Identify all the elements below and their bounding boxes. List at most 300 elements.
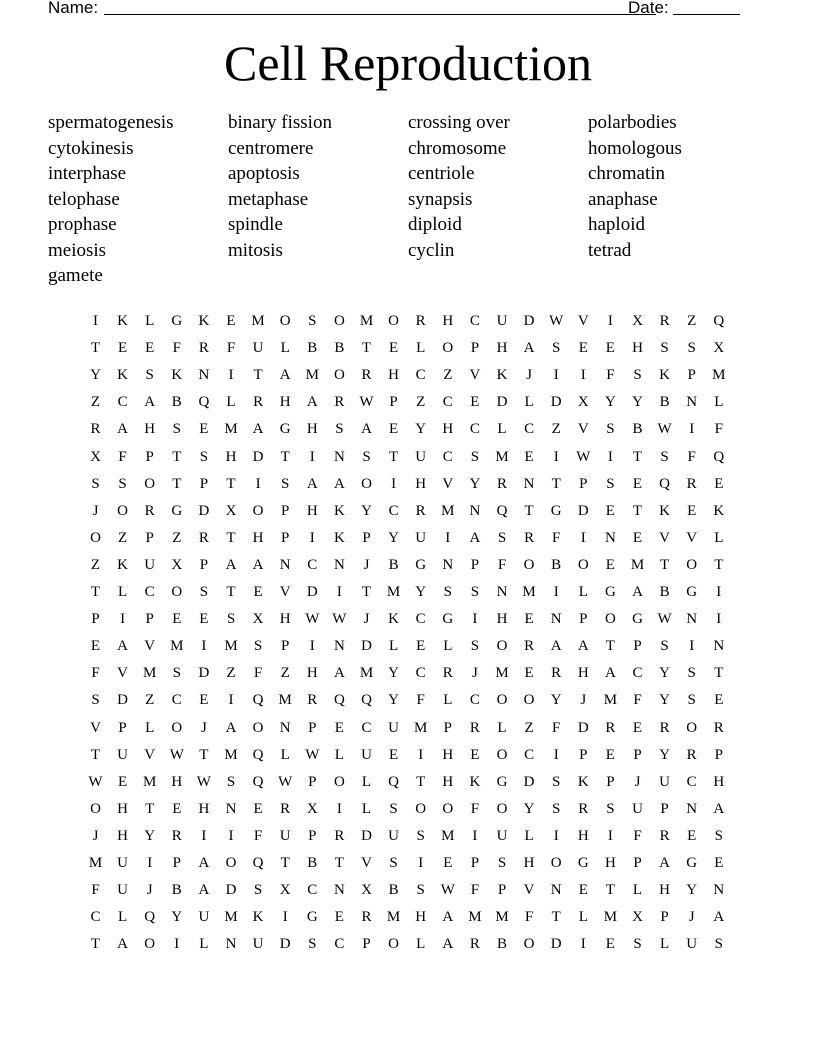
grid-letter: S: [172, 665, 181, 682]
grid-letter: H: [279, 394, 291, 411]
grid-letter: S: [389, 800, 398, 817]
grid-letter: M: [88, 855, 103, 871]
grid-letter: L: [226, 394, 236, 411]
grid-letter: A: [225, 719, 237, 736]
grid-letter: C: [307, 556, 318, 573]
grid-letter: P: [389, 394, 398, 411]
grid-letter: J: [200, 719, 207, 736]
grid-letter: M: [224, 746, 238, 763]
grid-letter: I: [689, 421, 695, 438]
grid-letter: R: [171, 827, 182, 844]
word-bank-item: binary fission: [228, 112, 332, 133]
grid-letter: L: [416, 340, 426, 357]
grid-letter: K: [577, 773, 589, 790]
grid-letter: U: [415, 448, 427, 465]
grid-letter: W: [440, 882, 455, 899]
grid-letter: B: [307, 340, 318, 357]
grid-letter: H: [117, 800, 129, 817]
grid-letter: U: [659, 773, 671, 790]
grid-letter: N: [225, 800, 237, 817]
word-bank-item: meiosis: [48, 239, 107, 261]
grid-letter: I: [716, 611, 722, 628]
grid-letter: O: [523, 692, 535, 709]
grid-letter: W: [196, 773, 211, 790]
grid-letter: C: [524, 746, 535, 763]
grid-letter: O: [550, 855, 562, 871]
grid-letter: I: [580, 936, 586, 953]
grid-letter: A: [306, 394, 318, 411]
grid-letter: N: [713, 638, 725, 655]
grid-letter: T: [199, 746, 209, 763]
grid-letter: L: [443, 692, 453, 709]
grid-letter: Y: [415, 421, 427, 438]
grid-letter: E: [605, 936, 615, 953]
grid-letter: V: [659, 529, 671, 546]
name-line[interactable]: [104, 14, 656, 15]
grid-letter: M: [495, 909, 509, 926]
grid-letter: G: [577, 855, 589, 871]
grid-letter: S: [660, 448, 669, 465]
grid-letter: U: [279, 827, 291, 844]
grid-letter: T: [389, 448, 399, 465]
grid-letter: O: [388, 936, 400, 953]
grid-letter: E: [118, 340, 128, 357]
grid-letter: S: [226, 611, 236, 628]
grid-letter: B: [388, 556, 399, 573]
grid-letter: N: [225, 936, 237, 953]
grid-letter: R: [442, 665, 453, 682]
grid-letter: I: [120, 611, 126, 628]
grid-letter: T: [632, 448, 643, 465]
grid-letter: I: [282, 909, 288, 926]
word-bank: [48, 112, 768, 292]
grid-letter: H: [496, 340, 508, 357]
grid-letter: M: [224, 421, 238, 438]
grid-letter: P: [579, 746, 588, 763]
grid-letter: U: [252, 936, 264, 953]
grid-letter: R: [551, 665, 562, 682]
grid-letter: O: [686, 556, 698, 573]
grid-letter: K: [198, 313, 210, 329]
grid-letter: F: [253, 827, 263, 844]
grid-letter: P: [118, 719, 127, 736]
grid-letter: O: [333, 773, 345, 790]
grid-letter: Z: [551, 421, 561, 438]
grid-letter: N: [713, 882, 725, 899]
grid-letter: R: [198, 340, 209, 357]
grid-letter: W: [169, 746, 184, 763]
grid-letter: E: [605, 502, 615, 519]
grid-letter: Q: [252, 692, 264, 709]
grid-letter: M: [278, 692, 292, 709]
grid-letter: M: [495, 665, 509, 682]
grid-letter: S: [226, 773, 236, 790]
grid-letter: S: [199, 584, 209, 600]
grid-letter: P: [308, 827, 317, 844]
grid-letter: I: [201, 638, 207, 655]
grid-letter: U: [496, 827, 508, 844]
grid-letter: K: [659, 367, 671, 384]
grid-letter: O: [577, 556, 589, 573]
grid-letter: M: [468, 909, 482, 926]
grid-letter: I: [445, 529, 451, 546]
grid-letter: R: [659, 719, 670, 736]
grid-letter: H: [442, 421, 454, 438]
grid-letter: F: [633, 827, 642, 844]
grid-letter: P: [281, 502, 290, 519]
grid-letter: F: [687, 448, 696, 465]
grid-letter: G: [171, 502, 183, 519]
grid-letter: V: [144, 638, 156, 655]
grid-letter: S: [470, 584, 480, 600]
grid-letter: E: [389, 340, 399, 357]
word-bank-item: crossing over: [408, 112, 510, 133]
grid-letter: E: [172, 800, 182, 817]
grid-letter: Q: [388, 773, 400, 790]
grid-letter: Y: [659, 692, 671, 709]
grid-letter: I: [93, 313, 98, 329]
grid-letter: L: [497, 421, 507, 438]
grid-letter: R: [361, 909, 372, 926]
grid-letter: P: [199, 556, 209, 573]
grid-letter: E: [334, 909, 344, 926]
grid-letter: R: [307, 692, 318, 709]
grid-letter: B: [171, 882, 182, 899]
grid-letter: Y: [144, 827, 156, 844]
grid-letter: B: [659, 394, 670, 411]
grid-letter: F: [497, 556, 507, 573]
grid-letter: O: [252, 719, 264, 736]
grid-letter: I: [553, 827, 559, 844]
grid-letter: G: [496, 773, 508, 790]
page-title: Cell Reproduction: [224, 35, 592, 91]
grid-letter: I: [228, 827, 234, 844]
grid-letter: L: [280, 746, 290, 763]
grid-letter: E: [524, 665, 534, 682]
grid-letter: R: [469, 719, 480, 736]
grid-letter: R: [686, 475, 697, 492]
grid-letter: I: [553, 367, 559, 384]
grid-letter: P: [497, 882, 507, 899]
grid-letter: T: [172, 448, 182, 465]
grid-letter: U: [686, 936, 698, 953]
grid-letter: H: [198, 800, 210, 817]
grid-letter: E: [416, 638, 426, 655]
grid-letter: Q: [252, 855, 264, 871]
grid-letter: C: [632, 665, 643, 682]
grid-letter: M: [441, 502, 455, 519]
grid-letter: T: [145, 800, 155, 817]
grid-letter: B: [307, 855, 318, 871]
grid-letter: E: [687, 827, 697, 844]
grid-letter: I: [607, 827, 613, 844]
grid-letter: V: [577, 313, 589, 329]
grid-letter: N: [604, 529, 616, 546]
grid-letter: G: [442, 611, 454, 628]
grid-letter: S: [362, 448, 371, 465]
grid-letter: Z: [524, 719, 534, 736]
grid-letter: A: [198, 855, 210, 871]
grid-letter: Y: [604, 394, 616, 411]
grid-letter: Z: [687, 313, 697, 329]
grid-letter: Y: [388, 692, 400, 709]
grid-letter: O: [415, 800, 427, 817]
word-bank-item: anaphase: [588, 188, 658, 210]
grid-letter: T: [605, 638, 615, 655]
grid-letter: V: [117, 665, 129, 682]
grid-letter: W: [576, 448, 591, 465]
grid-letter: X: [225, 502, 237, 519]
grid-letter: F: [606, 367, 615, 384]
grid-letter: Z: [280, 665, 290, 682]
grid-letter: S: [443, 584, 452, 600]
grid-letter: G: [686, 855, 698, 871]
grid-letter: O: [225, 855, 237, 871]
grid-letter: S: [416, 827, 425, 844]
grid-letter: M: [603, 692, 618, 709]
grid-letter: Z: [90, 394, 101, 411]
grid-letter: X: [577, 394, 589, 411]
grid-letter: A: [333, 475, 345, 492]
grid-letter: S: [389, 855, 398, 871]
grid-letter: T: [361, 584, 372, 600]
grid-letter: Y: [632, 394, 643, 411]
grid-letter: A: [361, 421, 372, 438]
grid-letter: S: [660, 638, 669, 655]
grid-letter: S: [606, 800, 615, 817]
grid-letter: D: [550, 394, 562, 411]
grid-letter: D: [523, 773, 535, 790]
grid-letter: I: [228, 692, 234, 709]
word-bank-item: apoptosis: [228, 163, 300, 184]
grid-letter: Q: [252, 773, 264, 790]
grid-letter: T: [416, 773, 426, 790]
grid-letter: S: [172, 421, 181, 438]
date-line[interactable]: [673, 14, 740, 15]
grid-letter: L: [361, 800, 372, 817]
grid-letter: M: [386, 909, 401, 926]
grid-letter: J: [363, 611, 370, 628]
grid-letter: Q: [713, 448, 725, 465]
grid-letter: U: [388, 719, 400, 736]
grid-letter: S: [281, 475, 290, 492]
grid-letter: M: [603, 909, 618, 926]
grid-letter: K: [117, 556, 129, 573]
grid-letter: S: [308, 313, 317, 329]
grid-letter: I: [553, 584, 559, 600]
grid-letter: L: [145, 719, 155, 736]
grid-letter: R: [496, 475, 507, 492]
grid-letter: E: [578, 340, 588, 357]
grid-letter: I: [336, 800, 342, 817]
word-bank-item: centromere: [228, 137, 314, 159]
grid-letter: R: [524, 638, 535, 655]
grid-letter: R: [713, 719, 724, 736]
grid-letter: M: [414, 719, 428, 736]
grid-letter: T: [551, 475, 561, 492]
grid-letter: R: [415, 313, 426, 329]
grid-letter: Y: [550, 692, 562, 709]
grid-letter: E: [172, 611, 182, 628]
grid-letter: A: [225, 556, 237, 573]
grid-letter: Y: [469, 475, 481, 492]
grid-letter: C: [171, 692, 182, 709]
grid-letter: Z: [145, 692, 155, 709]
word-bank-item: cytokinesis: [48, 137, 134, 159]
grid-letter: C: [469, 313, 480, 329]
grid-letter: O: [171, 719, 183, 736]
grid-letter: D: [361, 638, 372, 655]
grid-letter: H: [388, 367, 400, 384]
grid-letter: S: [552, 340, 561, 357]
grid-letter: T: [660, 556, 670, 573]
grid-letter: H: [577, 665, 589, 682]
grid-letter: L: [660, 936, 670, 953]
grid-letter: T: [632, 502, 643, 519]
grid-letter: C: [144, 584, 155, 600]
grid-letter: X: [306, 800, 318, 817]
grid-letter: E: [443, 855, 453, 871]
grid-letter: U: [144, 556, 156, 573]
grid-letter: J: [634, 773, 641, 790]
grid-letter: R: [578, 800, 589, 817]
grid-letter: H: [171, 773, 183, 790]
grid-letter: N: [469, 502, 481, 519]
grid-letter: S: [714, 827, 723, 844]
grid-letter: P: [145, 448, 154, 465]
grid-letter: H: [306, 421, 318, 438]
grid-letter: M: [224, 638, 238, 655]
grid-letter: E: [118, 773, 128, 790]
grid-letter: Z: [118, 529, 128, 546]
grid-letter: I: [147, 855, 153, 871]
grid-letter: X: [171, 556, 183, 573]
grid-letter: V: [144, 746, 156, 763]
grid-letter: W: [657, 421, 672, 438]
grid-letter: T: [90, 340, 101, 357]
grid-letter: P: [199, 475, 209, 492]
grid-letter: O: [333, 313, 345, 329]
grid-letter: G: [171, 313, 183, 329]
grid-letter: Q: [361, 692, 372, 709]
grid-letter: P: [470, 855, 480, 871]
grid-letter: I: [336, 584, 342, 600]
grid-letter: M: [630, 556, 645, 573]
grid-letter: F: [714, 421, 723, 438]
grid-letter: T: [90, 936, 101, 953]
grid-letter: O: [171, 584, 183, 600]
word-bank-item: metaphase: [228, 188, 309, 210]
grid-letter: S: [497, 529, 507, 546]
grid-letter: P: [281, 638, 290, 655]
grid-letter: R: [659, 827, 670, 844]
grid-letter: C: [469, 421, 480, 438]
grid-letter: J: [146, 882, 153, 899]
grid-letter: L: [118, 584, 128, 600]
word-bank-item: synapsis: [408, 188, 473, 210]
grid-letter: O: [388, 313, 400, 329]
grid-letter: S: [470, 638, 480, 655]
grid-letter: I: [553, 448, 559, 465]
grid-letter: N: [496, 584, 508, 600]
grid-letter: N: [442, 556, 454, 573]
grid-letter: F: [91, 665, 100, 682]
grid-letter: R: [253, 394, 264, 411]
grid-letter: F: [633, 692, 642, 709]
grid-letter: R: [361, 367, 372, 384]
grid-letter: N: [333, 882, 345, 899]
grid-letter: H: [604, 855, 616, 871]
grid-letter: U: [117, 882, 129, 899]
grid-letter: N: [686, 611, 698, 628]
grid-letter: O: [252, 502, 264, 519]
grid-letter: Y: [388, 665, 400, 682]
grid-letter: S: [470, 448, 480, 465]
grid-letter: R: [415, 502, 426, 519]
grid-letter: P: [606, 773, 615, 790]
grid-letter: P: [443, 719, 452, 736]
grid-letter: S: [308, 936, 317, 953]
grid-letter: O: [144, 936, 156, 953]
grid-letter: S: [253, 882, 263, 899]
grid-letter: U: [388, 827, 400, 844]
grid-letter: E: [632, 719, 643, 736]
grid-letter: S: [660, 340, 669, 357]
grid-letter: H: [659, 882, 671, 899]
word-bank-item: chromatin: [588, 163, 666, 184]
grid-letter: S: [552, 773, 561, 790]
grid-letter: O: [442, 340, 454, 357]
grid-letter: C: [361, 719, 372, 736]
grid-letter: A: [632, 584, 643, 600]
grid-letter: S: [416, 882, 425, 899]
grid-letter: C: [442, 448, 453, 465]
grid-letter: T: [605, 882, 615, 899]
grid-letter: L: [389, 638, 399, 655]
grid-letter: G: [306, 909, 318, 926]
grid-letter: P: [579, 611, 588, 628]
grid-letter: L: [524, 394, 534, 411]
grid-letter: E: [226, 313, 236, 329]
word-bank-item: cyclin: [408, 239, 455, 261]
grid-letter: L: [578, 909, 588, 926]
grid-letter: M: [143, 773, 157, 790]
grid-letter: Y: [361, 502, 372, 519]
grid-letter: P: [660, 909, 669, 926]
grid-letter: S: [552, 800, 561, 817]
grid-letter: D: [361, 827, 372, 844]
grid-letter: T: [226, 475, 236, 492]
grid-letter: F: [91, 882, 100, 899]
grid-letter: L: [497, 719, 507, 736]
grid-letter: E: [687, 502, 697, 519]
grid-letter: O: [523, 936, 535, 953]
grid-letter: Z: [90, 556, 101, 573]
grid-letter: S: [633, 367, 642, 384]
grid-letter: B: [496, 936, 507, 953]
grid-letter: V: [577, 421, 589, 438]
grid-letter: X: [252, 611, 264, 628]
grid-letter: M: [386, 584, 401, 600]
grid-letter: E: [632, 475, 643, 492]
grid-letter: Y: [659, 665, 671, 682]
grid-letter: H: [306, 502, 318, 519]
grid-letter: O: [361, 475, 372, 492]
grid-letter: O: [496, 746, 508, 763]
grid-letter: D: [198, 665, 210, 682]
grid-letter: I: [201, 827, 207, 844]
grid-letter: M: [170, 638, 184, 655]
